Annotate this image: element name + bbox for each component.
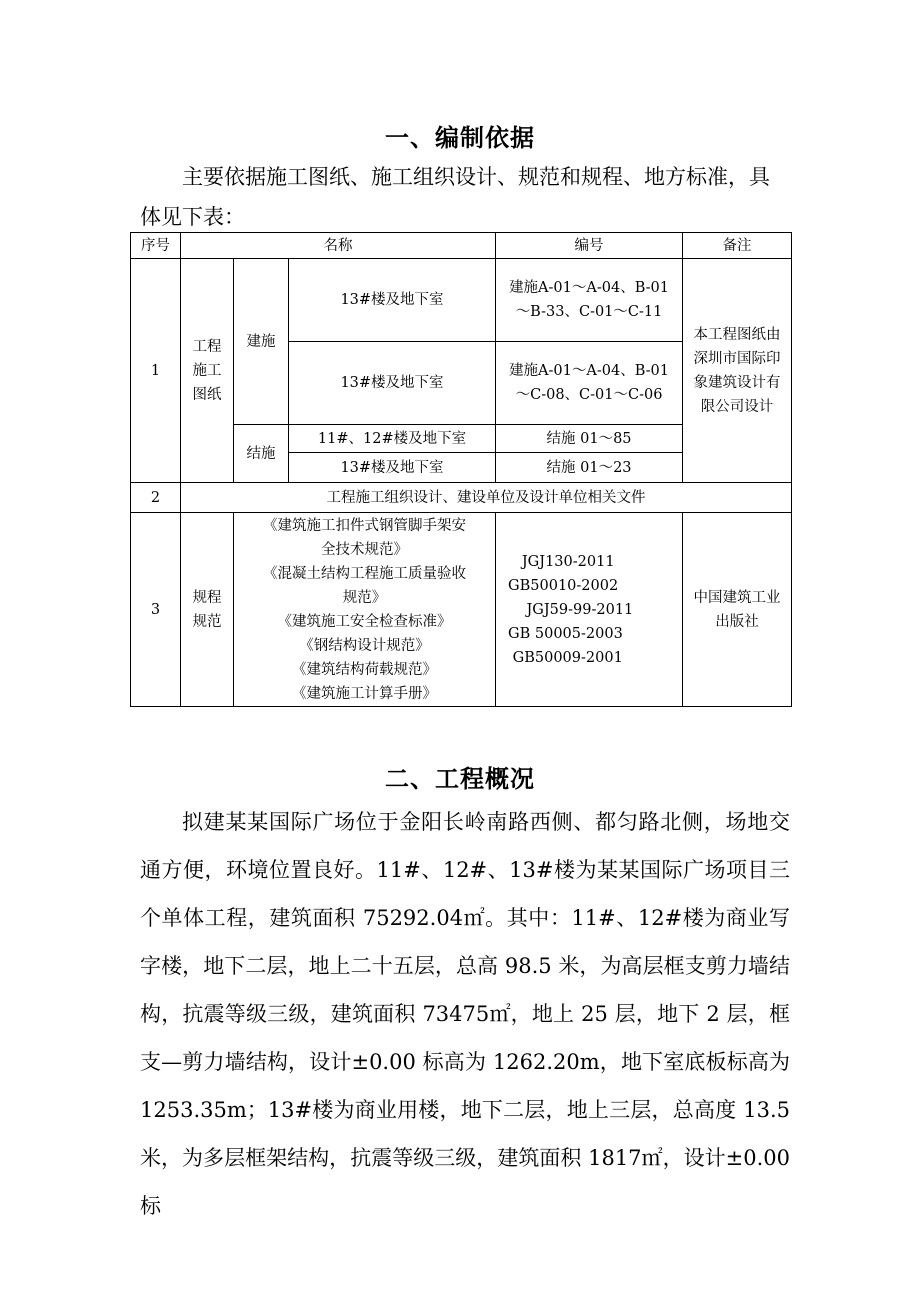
row1-struct-name-2: 13#楼及地下室: [289, 453, 496, 483]
row1-sub-arch: 建施: [234, 259, 289, 425]
row3-names: [234, 513, 496, 707]
row1-arch-name-1: 13#楼及地下室: [289, 259, 496, 342]
row3-codes: [496, 513, 683, 707]
table-row: [131, 483, 792, 513]
row3-name-1: 《建筑施工扣件式钢管脚手架安全技术规范》: [263, 517, 467, 558]
row3-remark: 中国建筑工业出版社: [683, 513, 792, 707]
header-remark: 备注: [683, 233, 792, 259]
row1-arch-code-2: 建施A-01～A-04、B-01～C-08、C-01～C-06: [496, 342, 683, 425]
section-1-title: 一、编制依据: [385, 124, 535, 152]
row1-struct-code-2: 结施 01～23: [496, 453, 683, 483]
section-2-title: 二、工程概况: [385, 765, 535, 793]
header-no: 序号: [131, 233, 181, 259]
table-header-row: [131, 233, 792, 259]
table-row: [131, 259, 792, 342]
row3-code-4: GB 50005-2003: [508, 625, 623, 642]
row1-arch-code-1: 建施A-01～A-04、B-01～B-33、C-01～C-11: [496, 259, 683, 342]
row3-category: 规程规范: [181, 513, 234, 707]
row1-category: 工程施工图纸: [181, 259, 234, 483]
row3-name-3: 《建筑施工安全检查标准》: [277, 613, 452, 630]
basis-table: [130, 232, 792, 707]
row3-code-1: JGJ130-2011: [508, 553, 615, 570]
row2-no: 2: [131, 483, 181, 513]
row3-name-2: 《混凝土结构工程施工质量验收规范》: [263, 565, 467, 606]
section-2-body: 拟建某某国际广场位于金阳长岭南路西侧、都匀路北侧，场地交通方便，环境位置良好。11#、12#、13#楼为某某国际广场项目三个单体工程，建筑面积 75292.04㎡。其中：11#、12#楼为商业写字楼，地下二层，地上二十五层，总高 98.5 米，为高层框支剪力墙结构，抗震等级三级，建筑面积 73475㎡，地上 25 层，地下 2 层，框支—剪力墙结构，设计±0.00 标高为 1262.20m，地下室底板标高为 1253.35m；13#楼为商业用楼，地下二层，地上三层，总高度 13.5 米，为多层框架结构，抗震等级三级，建筑面积 1817㎡，设计±0.00 标: [140, 810, 790, 1218]
section-1-intro: 主要依据施工图纸、施工组织设计、规范和规程、地方标准，具体见下表：: [140, 165, 770, 229]
row3-name-4: 《钢结构设计规范》: [299, 637, 430, 654]
header-name: 名称: [181, 233, 496, 259]
row3-code-3: JGJ59-99-2011: [508, 601, 634, 618]
row1-arch-name-2: 13#楼及地下室: [289, 342, 496, 425]
row3-name-5: 《建筑结构荷载规范》: [292, 661, 438, 678]
row1-no: 1: [131, 259, 181, 483]
row3-code-2: GB50010-2002: [508, 577, 619, 594]
row1-sub-struct: 结施: [234, 425, 289, 483]
row3-code-5: GB50009-2001: [508, 649, 623, 666]
row3-name-6: 《建筑施工计算手册》: [292, 685, 438, 702]
row1-struct-name-1: 11#、12#楼及地下室: [289, 425, 496, 453]
row3-no: 3: [131, 513, 181, 707]
header-code: 编号: [496, 233, 683, 259]
row2-content: 工程施工组织设计、建设单位及设计单位相关文件: [181, 483, 792, 513]
table-row: [131, 513, 792, 707]
row1-remark: 本工程图纸由深圳市国际印象建筑设计有限公司设计: [683, 259, 792, 483]
row1-struct-code-1: 结施 01～85: [496, 425, 683, 453]
